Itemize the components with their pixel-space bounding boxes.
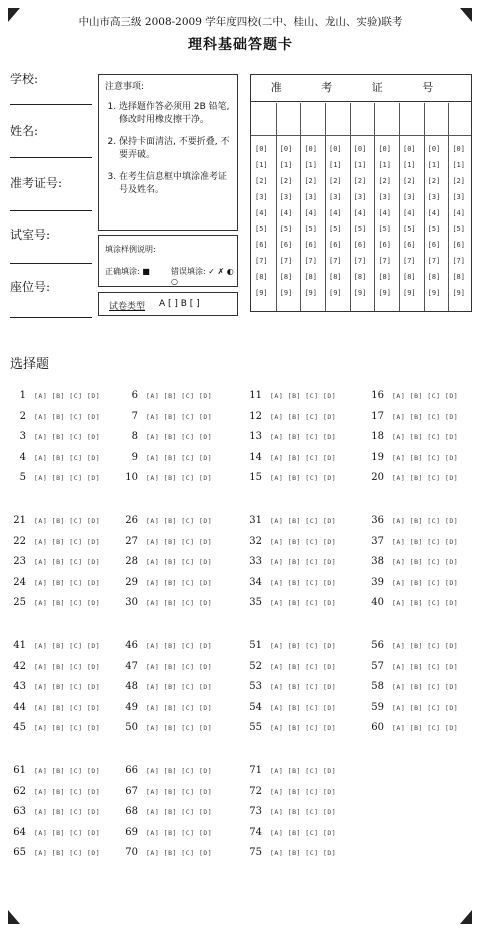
answer-bubbles[interactable]: [A] [B] [C] [D] bbox=[392, 662, 459, 671]
exam-id-digit-bubble[interactable]: [6] bbox=[353, 241, 367, 249]
exam-id-digit-bubble[interactable]: [5] bbox=[329, 225, 342, 233]
answer-bubbles[interactable]: [A] [B] [C] [D] bbox=[34, 703, 101, 712]
question-number: 73 bbox=[249, 806, 262, 817]
question-number: 8 bbox=[131, 431, 138, 442]
section-title: 选择题 bbox=[10, 357, 50, 372]
question-number: 52 bbox=[249, 660, 262, 672]
question-number: 40 bbox=[371, 597, 384, 608]
question-number: 34 bbox=[249, 576, 262, 588]
exam-id-digit-bubble[interactable]: [1] bbox=[378, 161, 391, 169]
exam-id-digit-bubble[interactable]: [9] bbox=[403, 289, 416, 297]
exam-id-grid bbox=[250, 74, 472, 312]
notes-heading: 注意事项: bbox=[105, 82, 145, 92]
exam-id-digit-bubble[interactable]: [5] bbox=[279, 225, 293, 233]
answer-bubbles[interactable]: [A] [B] [C] [D] bbox=[146, 724, 213, 732]
question-number: 15 bbox=[249, 472, 262, 483]
paper-type-box bbox=[98, 292, 238, 316]
exam-id-digit-bubble[interactable]: [2] bbox=[329, 177, 342, 185]
exam-id-digit-bubble[interactable]: [5] bbox=[304, 225, 317, 233]
question-number: 31 bbox=[249, 515, 262, 526]
exam-id-digit-bubble[interactable]: [7] bbox=[353, 257, 367, 265]
answer-bubbles[interactable]: [A] [B] [C] [D] bbox=[34, 578, 101, 587]
exam-id-digit-bubble[interactable]: [8] bbox=[427, 273, 441, 281]
seat-field[interactable] bbox=[10, 317, 92, 318]
question-number: 10 bbox=[125, 472, 138, 483]
exam-id-digit-bubble[interactable]: [4] bbox=[329, 209, 342, 217]
exam-id-digit-bubble[interactable]: [0] bbox=[403, 145, 416, 153]
exam-id-digit-bubble[interactable]: [7] bbox=[255, 257, 268, 265]
exam-id-digit-bubble[interactable]: [2] bbox=[255, 177, 268, 185]
exam-id-digit-bubble[interactable]: [7] bbox=[403, 257, 416, 265]
exam-id-digit-bubble[interactable]: [4] bbox=[353, 209, 367, 217]
answer-bubbles[interactable]: [A] [B] [C] [D] bbox=[392, 392, 459, 400]
answer-bubbles[interactable]: [A] [B] [C] [D] bbox=[392, 453, 459, 462]
exam-id-digit-bubble[interactable]: [9] bbox=[353, 289, 367, 297]
room-field[interactable] bbox=[10, 263, 92, 264]
question-number: 71 bbox=[249, 765, 262, 776]
exam-id-digit-bubble[interactable]: [9] bbox=[329, 289, 342, 297]
answer-bubbles[interactable]: [A] [B] [C] [D] bbox=[270, 537, 337, 546]
fill-example-box bbox=[98, 235, 238, 287]
question-number: 56 bbox=[371, 640, 384, 651]
answer-bubbles[interactable]: [A] [B] [C] [D] bbox=[392, 703, 459, 712]
question-number: 57 bbox=[371, 660, 384, 672]
exam-id-digit-bubble[interactable]: [5] bbox=[403, 225, 416, 233]
question-number: 43 bbox=[13, 681, 26, 692]
question-number: 30 bbox=[125, 597, 138, 608]
answer-bubbles[interactable]: [A] [B] [C] [D] bbox=[270, 453, 337, 462]
exam-id-digit-bubble[interactable]: [2] bbox=[353, 177, 367, 185]
exam-id-digit-bubble[interactable]: [2] bbox=[279, 177, 293, 185]
question-number: 27 bbox=[125, 535, 138, 547]
answer-bubbles[interactable]: [A] [B] [C] [D] bbox=[146, 453, 213, 462]
question-number: 20 bbox=[371, 472, 384, 483]
answer-bubbles[interactable]: [A] [B] [C] [D] bbox=[270, 642, 337, 650]
exam-id-digit-bubble[interactable]: [0] bbox=[329, 145, 342, 153]
question-number: 41 bbox=[13, 640, 26, 651]
question-number: 7 bbox=[131, 410, 138, 422]
answer-bubbles[interactable]: [A] [B] [C] [D] bbox=[146, 578, 213, 587]
exam-id-digit-bubble[interactable]: [2] bbox=[427, 177, 441, 185]
name-label: 姓名: bbox=[10, 124, 39, 138]
note-item: 3. 在考生信息框中填涂准考证号及姓名。 bbox=[119, 171, 231, 198]
exam-id-digit-bubble[interactable]: [8] bbox=[329, 273, 342, 281]
question-number: 53 bbox=[249, 681, 262, 692]
exam-id-column-divider bbox=[350, 103, 351, 311]
question-number: 17 bbox=[371, 410, 384, 422]
answer-bubbles[interactable]: [A] [B] [C] [D] bbox=[34, 683, 101, 691]
question-number: 63 bbox=[13, 806, 26, 817]
exam-id-digit-bubble[interactable]: [2] bbox=[378, 177, 391, 185]
question-number: 11 bbox=[249, 390, 262, 401]
answer-bubbles[interactable]: [A] [B] [C] [D] bbox=[270, 787, 337, 796]
exam-id-digit-bubble[interactable]: [6] bbox=[403, 241, 416, 249]
fill-example-heading: 填涂样例说明: bbox=[105, 245, 156, 254]
answer-bubbles[interactable]: [A] [B] [C] [D] bbox=[34, 828, 101, 837]
answer-bubbles[interactable]: [A] [B] [C] [D] bbox=[270, 828, 337, 837]
answer-bubbles[interactable]: [A] [B] [C] [D] bbox=[34, 662, 101, 671]
question-number: 44 bbox=[13, 701, 26, 713]
exam-id-digit-bubble[interactable]: [0] bbox=[378, 145, 391, 153]
question-number: 75 bbox=[249, 847, 262, 858]
answer-bubbles[interactable]: [A] [B] [C] [D] bbox=[270, 599, 337, 607]
question-number: 39 bbox=[371, 576, 384, 588]
answer-bubbles[interactable]: [A] [B] [C] [D] bbox=[146, 599, 213, 607]
paper-type-label: 试卷类型 bbox=[109, 302, 146, 312]
answer-bubbles[interactable]: [A] [B] [C] [D] bbox=[270, 558, 337, 566]
exam-id-digit-bubble[interactable]: [8] bbox=[279, 273, 293, 281]
answer-bubbles[interactable]: [A] [B] [C] [D] bbox=[270, 662, 337, 671]
exam-id-column-divider bbox=[300, 103, 301, 311]
answer-bubbles[interactable]: [A] [B] [C] [D] bbox=[146, 683, 213, 691]
note-item: 2. 保持卡面清洁, 不要折叠, 不要弄破。 bbox=[119, 136, 231, 163]
question-number: 29 bbox=[125, 576, 138, 588]
exam-id-column-divider bbox=[276, 103, 277, 311]
answer-bubbles[interactable]: [A] [B] [C] [D] bbox=[392, 683, 459, 691]
answer-bubbles[interactable]: [A] [B] [C] [D] bbox=[146, 558, 213, 566]
exam-id-digit-bubble[interactable]: [8] bbox=[452, 273, 465, 281]
seat-label: 座位号: bbox=[10, 280, 51, 294]
exam-id-digit-bubble[interactable]: [7] bbox=[329, 257, 342, 265]
exam-id-digit-bubble[interactable]: [5] bbox=[427, 225, 441, 233]
exam-id-digit-bubble[interactable]: [7] bbox=[378, 257, 391, 265]
question-number: 60 bbox=[371, 722, 384, 733]
exam-id-digit-bubble[interactable]: [9] bbox=[279, 289, 293, 297]
answer-bubbles[interactable]: [A] [B] [C] [D] bbox=[34, 433, 101, 441]
answer-bubbles[interactable]: [A] [B] [C] [D] bbox=[392, 517, 459, 525]
school-field[interactable] bbox=[10, 104, 92, 105]
answer-bubbles[interactable]: [A] [B] [C] [D] bbox=[34, 767, 101, 775]
question-number: 25 bbox=[13, 597, 26, 608]
exam-id-digit-bubble[interactable]: [6] bbox=[378, 241, 391, 249]
answer-bubbles[interactable]: [A] [B] [C] [D] bbox=[146, 808, 213, 816]
question-number: 46 bbox=[125, 640, 138, 651]
answer-bubbles[interactable]: [A] [B] [C] [D] bbox=[146, 412, 213, 421]
question-number: 33 bbox=[249, 556, 262, 567]
room-label: 试室号: bbox=[10, 228, 51, 242]
question-number: 16 bbox=[371, 390, 384, 401]
exam-id-digit-bubble[interactable]: [2] bbox=[304, 177, 317, 185]
question-number: 23 bbox=[13, 556, 26, 567]
exam-id-digit-bubble[interactable]: [3] bbox=[353, 193, 367, 201]
name-field[interactable] bbox=[10, 157, 92, 158]
answer-bubbles[interactable]: [A] [B] [C] [D] bbox=[392, 724, 459, 732]
answer-bubbles[interactable]: [A] [B] [C] [D] bbox=[146, 433, 213, 441]
exam-id-digit-bubble[interactable]: [9] bbox=[378, 289, 391, 297]
question-number: 38 bbox=[371, 556, 384, 567]
question-number: 3 bbox=[19, 431, 26, 442]
exam-id-digit-bubble[interactable]: [6] bbox=[279, 241, 293, 249]
exam-id-digit-bubble[interactable]: [8] bbox=[403, 273, 416, 281]
exam-id-digit-bubble[interactable]: [7] bbox=[304, 257, 317, 265]
exam-id-digit-bubble[interactable]: [5] bbox=[378, 225, 391, 233]
question-number: 58 bbox=[371, 681, 384, 692]
exam-id-digit-bubble[interactable]: [1] bbox=[304, 161, 317, 169]
exam-id-digit-bubble[interactable]: [9] bbox=[427, 289, 441, 297]
question-number: 64 bbox=[13, 826, 26, 838]
answer-bubbles[interactable]: [A] [B] [C] [D] bbox=[146, 642, 213, 650]
question-number: 18 bbox=[371, 431, 384, 442]
answer-bubbles[interactable]: [A] [B] [C] [D] bbox=[146, 537, 213, 546]
exam-id-digit-bubble[interactable]: [9] bbox=[304, 289, 317, 297]
question-number: 59 bbox=[371, 701, 384, 713]
answer-bubbles[interactable]: [A] [B] [C] [D] bbox=[270, 683, 337, 691]
answer-bubbles[interactable]: [A] [B] [C] [D] bbox=[146, 517, 213, 525]
question-number: 1 bbox=[19, 390, 26, 401]
exam-id-digit-bubble[interactable]: [5] bbox=[452, 225, 465, 233]
answer-bubbles[interactable]: [A] [B] [C] [D] bbox=[146, 662, 213, 671]
question-number: 14 bbox=[249, 451, 262, 463]
answer-bubbles[interactable]: [A] [B] [C] [D] bbox=[270, 517, 337, 525]
exam-id-digit-bubble[interactable]: [4] bbox=[255, 209, 268, 217]
paper-type-options[interactable]: A [ ] B [ ] bbox=[159, 299, 200, 309]
exam-id-digit-bubble[interactable]: [2] bbox=[452, 177, 465, 185]
exam-id-digit-bubble[interactable]: [2] bbox=[403, 177, 416, 185]
exam-id-digit-bubble[interactable]: [8] bbox=[304, 273, 317, 281]
question-number: 50 bbox=[125, 722, 138, 733]
question-number: 48 bbox=[125, 681, 138, 692]
question-number: 5 bbox=[19, 472, 26, 483]
answer-bubbles[interactable]: [A] [B] [C] [D] bbox=[34, 537, 101, 546]
exam-id-digit-bubble[interactable]: [4] bbox=[427, 209, 441, 217]
exam-id-digit-bubble[interactable]: [4] bbox=[304, 209, 317, 217]
answer-bubbles[interactable]: [A] [B] [C] [D] bbox=[270, 578, 337, 587]
exam-id-digit-bubble[interactable]: [4] bbox=[403, 209, 416, 217]
answer-bubbles[interactable]: [A] [B] [C] [D] bbox=[146, 767, 213, 775]
answer-bubbles[interactable]: [A] [B] [C] [D] bbox=[392, 433, 459, 441]
exam-id-digit-bubble[interactable]: [3] bbox=[378, 193, 391, 201]
exam-id-digit-bubble[interactable]: [1] bbox=[452, 161, 465, 169]
exam-id-digit-bubble[interactable]: [3] bbox=[403, 193, 416, 201]
exam-id-write-row[interactable] bbox=[251, 103, 471, 136]
question-number: 49 bbox=[125, 701, 138, 713]
exam-id-digit-bubble[interactable]: [0] bbox=[304, 145, 317, 153]
exam-id-digit-bubble[interactable]: [1] bbox=[427, 161, 441, 169]
answer-bubbles[interactable]: [A] [B] [C] [D] bbox=[392, 642, 459, 650]
answer-bubbles[interactable]: [A] [B] [C] [D] bbox=[392, 412, 459, 421]
question-number: 12 bbox=[249, 410, 262, 422]
exam-id-heading: 准 考 证 号 bbox=[251, 75, 471, 102]
notes-list bbox=[105, 101, 231, 198]
answer-bubbles[interactable]: [A] [B] [C] [D] bbox=[270, 724, 337, 732]
question-number: 42 bbox=[13, 660, 26, 672]
answer-bubbles[interactable]: [A] [B] [C] [D] bbox=[34, 599, 101, 607]
answer-bubbles[interactable]: [A] [B] [C] [D] bbox=[34, 412, 101, 421]
question-number: 47 bbox=[125, 660, 138, 672]
exam-id-digit-bubble[interactable]: [6] bbox=[452, 241, 465, 249]
exam-id-label: 准考证号: bbox=[10, 176, 63, 190]
question-number: 74 bbox=[249, 826, 262, 838]
answer-bubbles[interactable]: [A] [B] [C] [D] bbox=[270, 849, 337, 857]
answer-bubbles[interactable]: [A] [B] [C] [D] bbox=[270, 808, 337, 816]
exam-title-line: 中山市高三级 2008-2009 学年度四校(二中、桂山、龙山、实验)联考 bbox=[78, 16, 403, 28]
answer-bubbles[interactable]: [A] [B] [C] [D] bbox=[34, 474, 101, 482]
exam-id-digit-bubble[interactable]: [0] bbox=[353, 145, 367, 153]
answer-bubbles[interactable]: [A] [B] [C] [D] bbox=[34, 517, 101, 525]
exam-id-digit-bubble[interactable]: [8] bbox=[255, 273, 268, 281]
exam-id-column-divider bbox=[424, 103, 425, 311]
answer-bubbles[interactable]: [A] [B] [C] [D] bbox=[392, 474, 459, 482]
exam-id-digit-bubble[interactable]: [5] bbox=[353, 225, 367, 233]
answer-bubbles[interactable]: [A] [B] [C] [D] bbox=[146, 828, 213, 837]
question-number: 28 bbox=[125, 556, 138, 567]
answer-bubbles[interactable]: [A] [B] [C] [D] bbox=[392, 578, 459, 587]
question-number: 66 bbox=[125, 765, 138, 776]
corner-mark-bottom-left bbox=[8, 910, 20, 924]
exam-id-digit-bubble[interactable]: [3] bbox=[452, 193, 465, 201]
exam-id-digit-bubble[interactable]: [7] bbox=[452, 257, 465, 265]
answer-bubbles[interactable]: [A] [B] [C] [D] bbox=[146, 703, 213, 712]
question-number: 32 bbox=[249, 535, 262, 547]
exam-id-digit-bubble[interactable]: [0] bbox=[452, 145, 465, 153]
answer-bubbles[interactable]: [A] [B] [C] [D] bbox=[34, 808, 101, 816]
answer-bubbles[interactable]: [A] [B] [C] [D] bbox=[270, 703, 337, 712]
question-number: 36 bbox=[371, 515, 384, 526]
exam-id-digit-bubble[interactable]: [4] bbox=[378, 209, 391, 217]
question-number: 2 bbox=[19, 410, 26, 422]
corner-mark-bottom-right bbox=[460, 910, 472, 924]
exam-id-digit-bubble[interactable]: [3] bbox=[329, 193, 342, 201]
exam-id-digit-bubble[interactable]: [6] bbox=[427, 241, 441, 249]
question-number: 45 bbox=[13, 722, 26, 733]
exam-id-digit-bubble[interactable]: [4] bbox=[279, 209, 293, 217]
exam-id-digit-bubble[interactable]: [8] bbox=[353, 273, 367, 281]
exam-id-digit-bubble[interactable]: [1] bbox=[329, 161, 342, 169]
school-label: 学校: bbox=[10, 72, 39, 86]
answer-bubbles[interactable]: [A] [B] [C] [D] bbox=[34, 724, 101, 732]
exam-id-column-divider bbox=[399, 103, 400, 311]
exam-id-digit-bubble[interactable]: [6] bbox=[329, 241, 342, 249]
exam-id-digit-bubble[interactable]: [9] bbox=[452, 289, 465, 297]
exam-id-digit-bubble[interactable]: [5] bbox=[255, 225, 268, 233]
exam-id-digit-bubble[interactable]: [0] bbox=[279, 145, 293, 153]
answer-bubbles[interactable]: [A] [B] [C] [D] bbox=[34, 558, 101, 566]
exam-id-digit-bubble[interactable]: [7] bbox=[279, 257, 293, 265]
question-number: 4 bbox=[19, 451, 26, 463]
exam-id-digit-bubble[interactable]: [6] bbox=[304, 241, 317, 249]
answer-bubbles[interactable]: [A] [B] [C] [D] bbox=[34, 849, 101, 857]
answer-bubbles[interactable]: [A] [B] [C] [D] bbox=[270, 433, 337, 441]
exam-id-digit-bubble[interactable]: [1] bbox=[353, 161, 367, 169]
exam-id-digit-bubble[interactable]: [4] bbox=[452, 209, 465, 217]
exam-id-digit-bubble[interactable]: [1] bbox=[279, 161, 293, 169]
exam-id-digit-bubble[interactable]: [3] bbox=[427, 193, 441, 201]
question-number: 67 bbox=[125, 785, 138, 797]
answer-bubbles[interactable]: [A] [B] [C] [D] bbox=[270, 474, 337, 482]
note-item: 1. 选择题作答必须用 2B 铅笔, 修改时用橡皮擦干净。 bbox=[119, 101, 231, 128]
answer-bubbles[interactable]: [A] [B] [C] [D] bbox=[146, 474, 213, 482]
question-number: 35 bbox=[249, 597, 262, 608]
question-number: 68 bbox=[125, 806, 138, 817]
answer-bubbles[interactable]: [A] [B] [C] [D] bbox=[146, 787, 213, 796]
answer-bubbles[interactable]: [A] [B] [C] [D] bbox=[34, 787, 101, 796]
answer-bubbles[interactable]: [A] [B] [C] [D] bbox=[34, 453, 101, 462]
question-number: 37 bbox=[371, 535, 384, 547]
answer-bubbles[interactable]: [A] [B] [C] [D] bbox=[34, 642, 101, 650]
question-number: 65 bbox=[13, 847, 26, 858]
question-number: 19 bbox=[371, 451, 384, 463]
notes-box bbox=[98, 74, 238, 231]
answer-bubbles[interactable]: [A] [B] [C] [D] bbox=[392, 558, 459, 566]
exam-id-column-divider bbox=[374, 103, 375, 311]
question-number: 62 bbox=[13, 785, 26, 797]
exam-id-digit-bubble[interactable]: [3] bbox=[255, 193, 268, 201]
exam-id-digit-bubble[interactable]: [8] bbox=[378, 273, 391, 281]
fill-example-wrong: 错误填涂: ✓ ✗ ◐ ○ bbox=[171, 267, 234, 286]
answer-bubbles[interactable]: [A] [B] [C] [D] bbox=[270, 412, 337, 421]
exam-id-digit-bubble[interactable]: [0] bbox=[427, 145, 441, 153]
exam-id-digit-bubble[interactable]: [9] bbox=[255, 289, 268, 297]
question-number: 13 bbox=[249, 431, 262, 442]
exam-id-digit-bubble[interactable]: [1] bbox=[255, 161, 268, 169]
question-number: 24 bbox=[13, 576, 26, 588]
exam-id-digit-bubble[interactable]: [7] bbox=[427, 257, 441, 265]
card-title: 理科基础答题卡 bbox=[188, 37, 293, 53]
exam-id-digit-bubble[interactable]: [3] bbox=[279, 193, 293, 201]
answer-bubbles[interactable]: [A] [B] [C] [D] bbox=[146, 849, 213, 857]
answer-bubbles[interactable]: [A] [B] [C] [D] bbox=[270, 767, 337, 775]
question-number: 9 bbox=[131, 451, 138, 463]
question-number: 6 bbox=[131, 390, 138, 401]
question-number: 70 bbox=[125, 847, 138, 858]
exam-id-digit-bubble[interactable]: [6] bbox=[255, 241, 268, 249]
exam-id-column-divider bbox=[325, 103, 326, 311]
question-number: 22 bbox=[13, 535, 26, 547]
answer-bubbles[interactable]: [A] [B] [C] [D] bbox=[146, 392, 213, 400]
exam-id-digit-bubble[interactable]: [1] bbox=[403, 161, 416, 169]
question-number: 72 bbox=[249, 785, 262, 797]
question-number: 55 bbox=[249, 722, 262, 733]
fill-example-correct: 正确填涂: ■ bbox=[105, 267, 150, 276]
question-number: 61 bbox=[13, 765, 26, 776]
exam-id-digit-bubble[interactable]: [0] bbox=[255, 145, 268, 153]
answer-bubbles[interactable]: [A] [B] [C] [D] bbox=[392, 599, 459, 607]
answer-bubbles[interactable]: [A] [B] [C] [D] bbox=[34, 392, 101, 400]
exam-id-digit-bubble[interactable]: [3] bbox=[304, 193, 317, 201]
question-number: 26 bbox=[125, 515, 138, 526]
question-number: 51 bbox=[249, 640, 262, 651]
exam-id-column-divider bbox=[448, 103, 449, 311]
question-number: 54 bbox=[249, 701, 262, 713]
exam-id-field[interactable] bbox=[10, 210, 92, 211]
question-number: 21 bbox=[13, 515, 26, 526]
answer-bubbles[interactable]: [A] [B] [C] [D] bbox=[270, 392, 337, 400]
question-number: 69 bbox=[125, 826, 138, 838]
answer-bubbles[interactable]: [A] [B] [C] [D] bbox=[392, 537, 459, 546]
